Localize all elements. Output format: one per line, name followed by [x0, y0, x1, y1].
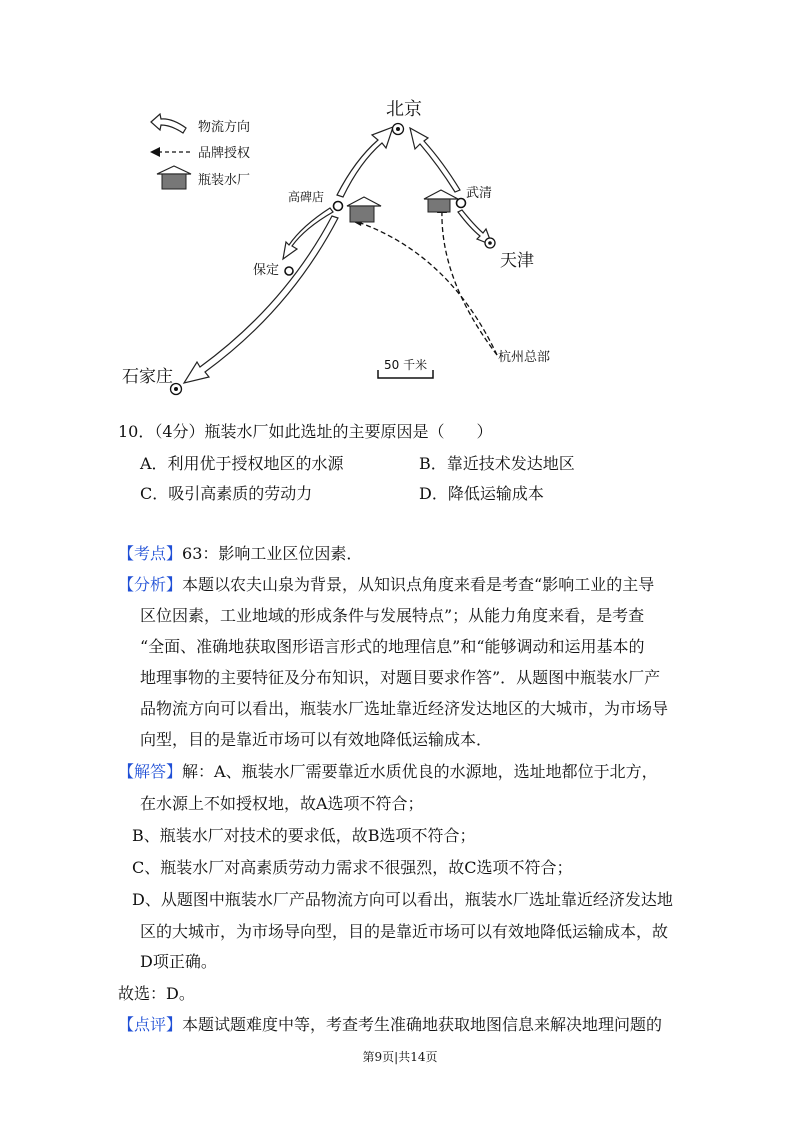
question-stem: 10．（4分）瓶装水厂如此选址的主要原因是（ ） — [118, 422, 493, 441]
fenxi-line-4: 地理事物的主要特征及分布知识，对题目要求作答”．从题图中瓶装水厂产 — [140, 668, 661, 687]
gaobeidian-marker — [334, 202, 343, 211]
wuqing-marker — [457, 199, 466, 208]
jieda-line-3: B、瓶装水厂对技术的要求低，故B选项不符合； — [132, 826, 476, 845]
fenxi-line-3: “全面、准确地获取图形语言形式的地理信息”和“能够调动和运用基本的 — [140, 637, 645, 656]
legend-license-label: 品牌授权 — [198, 146, 251, 161]
fenxi-line-1 — [118, 575, 654, 595]
logistics-map — [0, 0, 800, 410]
option-b: B．靠近技术发达地区 — [419, 454, 575, 473]
page-footer: 第9页|共14页 — [362, 1050, 438, 1064]
legend-flow-label: 物流方向 — [198, 120, 251, 135]
jieda-line-7: D项正确。 — [140, 952, 217, 971]
jieda-line-4: C、瓶装水厂对高素质劳动力需求不很强烈，故C选项不符合； — [132, 858, 573, 877]
kaodian-tag: 【考点】 — [118, 544, 183, 563]
license-line-to-wuqing — [442, 210, 497, 355]
dianping-tag: 【点评】 — [118, 1015, 183, 1034]
jieda-line-1 — [118, 762, 658, 782]
baoding-marker — [285, 267, 293, 275]
option-c: C．吸引高素质的劳动力 — [140, 484, 313, 503]
hangzhou-hq-label: 杭州总部 — [498, 350, 551, 365]
flow-arrow-wuqing-beijing — [410, 128, 460, 192]
tianjin-label: 天津 — [500, 251, 534, 271]
legend-flow-arrow-icon — [151, 114, 186, 133]
option-a: A．利用优于授权地区的水源 — [140, 454, 344, 473]
flow-arrow-gaobeidian-beijing — [337, 127, 393, 197]
legend-plant-label: 瓶装水厂 — [198, 173, 251, 188]
jieda-text: 解：A、瓶装水厂需要靠近水质优良的水源地，选址地都位于北方， — [182, 762, 658, 781]
gaobeidian-label: 高碑店 — [288, 190, 325, 204]
jieda-line-5: D、从题图中瓶装水厂产品物流方向可以看出，瓶装水厂选址靠近经济发达地 — [132, 890, 673, 909]
scale-label: 50 千米 — [384, 358, 428, 372]
kaodian-section — [118, 544, 362, 564]
dianping-text: 本题试题难度中等，考查考生准确地获取地图信息来解决地理问题的 — [182, 1015, 663, 1034]
fenxi-tag: 【分析】 — [118, 575, 183, 594]
jieda-tag: 【解答】 — [118, 762, 183, 781]
plant-gaobeidian-icon — [347, 197, 381, 222]
beijing-marker — [393, 124, 404, 135]
final-answer: 故选：D。 — [118, 984, 195, 1003]
fenxi-line-2: 区位因素，工业地域的形成条件与发展特点”；从能力角度来看，是考查 — [140, 606, 645, 625]
baoding-label: 保定 — [253, 263, 280, 278]
flow-arrow-gaobeidian-shijiazhuang — [184, 216, 338, 383]
license-line-to-gaobeidian — [358, 222, 497, 355]
dianping-section — [118, 1015, 662, 1035]
tianjin-marker — [485, 238, 495, 248]
fenxi-text: 本题以农夫山泉为背景，从知识点角度来看是考查“影响工业的主导 — [182, 575, 655, 594]
jieda-line-6: 区的大城市，为市场导向型，目的是靠近市场可以有效地降低运输成本，故 — [140, 922, 669, 941]
jieda-line-2: 在水源上不如授权地，故A选项不符合； — [140, 794, 424, 813]
wuqing-label: 武清 — [466, 186, 493, 201]
flow-arrows — [184, 127, 492, 383]
beijing-label: 北京 — [386, 99, 422, 120]
fenxi-line-5: 品物流方向可以看出，瓶装水厂选址靠近经济发达地区的大城市，为市场导 — [140, 699, 669, 718]
plant-wuqing-icon — [424, 190, 458, 212]
fenxi-line-6: 向型，目的是靠近市场可以有效地降低运输成本． — [140, 730, 493, 749]
scale-bar — [378, 357, 433, 378]
option-d: D．降低运输成本 — [419, 484, 544, 503]
shijiazhuang-label: 石家庄 — [122, 367, 173, 387]
kaodian-text: 63：影响工业区位因素． — [182, 544, 363, 563]
map-legend — [150, 114, 250, 189]
legend-plant-icon — [157, 166, 191, 189]
